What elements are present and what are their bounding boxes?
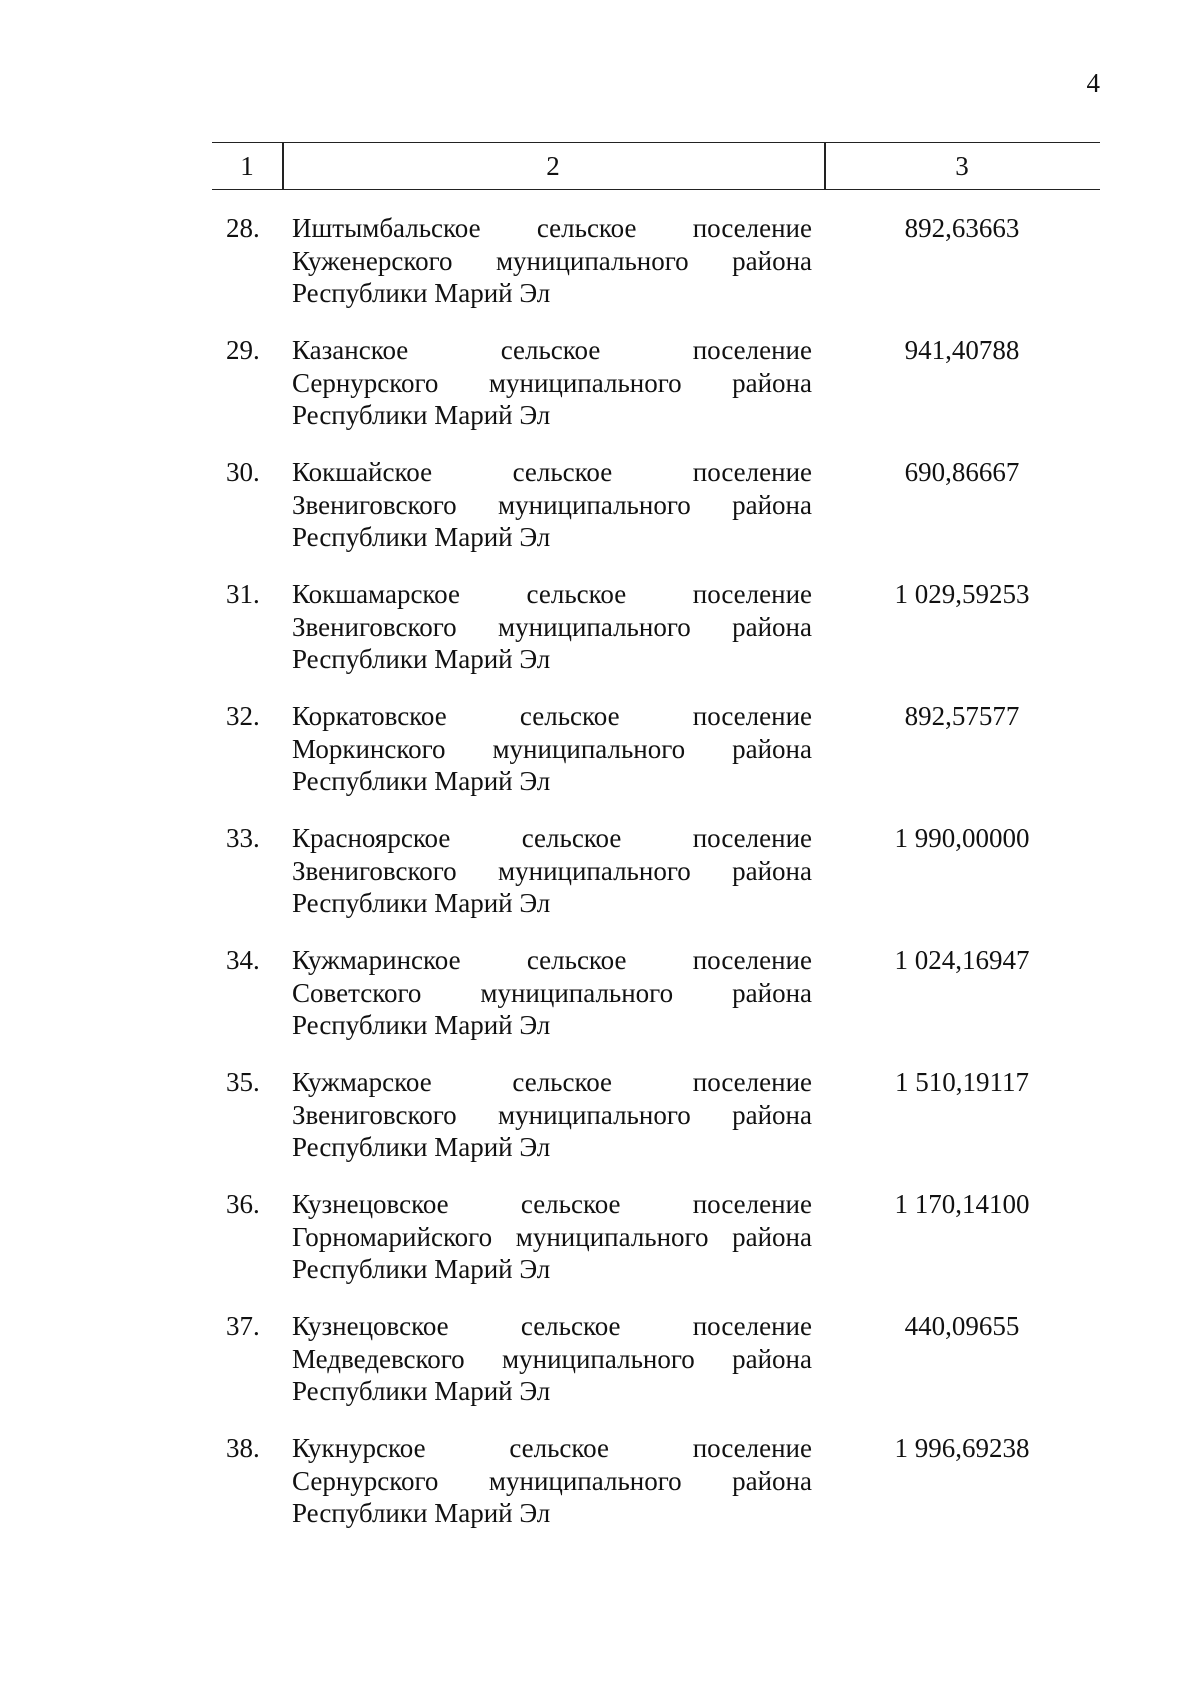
row-number: 30. [226,457,260,487]
name-line: Звениговского муниципального района [292,489,812,520]
column-header-3: 3 [955,151,969,181]
settlement-name [292,334,812,432]
settlement-name [292,1310,812,1408]
table-row [212,1066,1100,1188]
row-number: 28. [226,213,260,243]
name-line: Республики Марий Эл [292,522,551,552]
table-row [212,1432,1100,1554]
name-line: Сернурского муниципального района [292,1465,812,1496]
name-line: Медведевского муниципального района [292,1343,812,1374]
table-row [212,822,1100,944]
row-value: 1 996,69238 [894,1433,1030,1463]
row-value: 892,57577 [904,701,1020,731]
name-line: Республики Марий Эл [292,400,551,430]
name-line: Сернурского муниципального района [292,367,812,398]
table-row [212,1188,1100,1310]
row-value: 690,86667 [904,457,1020,487]
table-row [212,456,1100,578]
row-number: 31. [226,579,260,609]
table-body [212,212,1100,1554]
name-line: Горномарийского муниципального района [292,1221,812,1252]
table-row [212,700,1100,822]
name-line: Красноярское сельское поселение [292,823,812,853]
name-line: Кукнурское сельское поселение [292,1433,812,1463]
column-header-2: 2 [546,151,560,181]
name-line: Куженерского муниципального района [292,245,812,276]
row-value: 440,09655 [904,1311,1020,1341]
row-value: 1 510,19117 [895,1067,1029,1097]
name-line: Кужмарское сельское поселение [292,1067,812,1097]
page-number: 4 [1086,68,1100,98]
name-line: Кузнецовское сельское поселение [292,1189,812,1219]
name-line: Республики Марий Эл [292,1132,551,1162]
settlement-name [292,1066,812,1164]
name-line: Звениговского муниципального района [292,611,812,642]
row-number: 33. [226,823,260,853]
table-row [212,1310,1100,1432]
settlement-name [292,1188,812,1286]
name-line: Кокшамарское сельское поселение [292,579,812,609]
name-line: Советского муниципального района [292,977,812,1008]
name-line: Звениговского муниципального района [292,855,812,886]
settlement-name [292,1432,812,1530]
name-line: Республики Марий Эл [292,1498,551,1528]
row-number: 29. [226,335,260,365]
name-line: Республики Марий Эл [292,278,551,308]
name-line: Казанское сельское поселение [292,335,812,365]
name-line: Республики Марий Эл [292,766,551,796]
name-line: Кузнецовское сельское поселение [292,1311,812,1341]
table-row [212,212,1100,334]
table-header [212,142,1100,190]
name-line: Республики Марий Эл [292,888,551,918]
row-number: 36. [226,1189,260,1219]
column-header-1: 1 [240,151,254,181]
settlement-name [292,700,812,798]
name-line: Республики Марий Эл [292,1254,551,1284]
name-line: Коркатовское сельское поселение [292,701,812,731]
name-line: Моркинского муниципального района [292,733,812,764]
name-line: Звениговского муниципального района [292,1099,812,1130]
row-number: 35. [226,1067,260,1097]
settlement-name [292,456,812,554]
row-value: 1 990,00000 [894,823,1030,853]
name-line: Республики Марий Эл [292,1010,551,1040]
row-value: 1 170,14100 [894,1189,1030,1219]
row-number: 34. [226,945,260,975]
table-row [212,578,1100,700]
name-line: Кужмаринское сельское поселение [292,945,812,975]
settlement-name [292,212,812,310]
name-line: Республики Марий Эл [292,1376,551,1406]
settlement-name [292,822,812,920]
row-number: 38. [226,1433,260,1463]
settlement-name [292,578,812,676]
row-value: 1 024,16947 [894,945,1030,975]
name-line: Республики Марий Эл [292,644,551,674]
table-row [212,944,1100,1066]
row-number: 32. [226,701,260,731]
name-line: Кокшайское сельское поселение [292,457,812,487]
name-line: Иштымбальское сельское поселение [292,213,812,243]
settlement-name [292,944,812,1042]
table-row [212,334,1100,456]
row-value: 892,63663 [904,213,1020,243]
row-number: 37. [226,1311,260,1341]
row-value: 1 029,59253 [894,579,1030,609]
row-value: 941,40788 [904,335,1020,365]
